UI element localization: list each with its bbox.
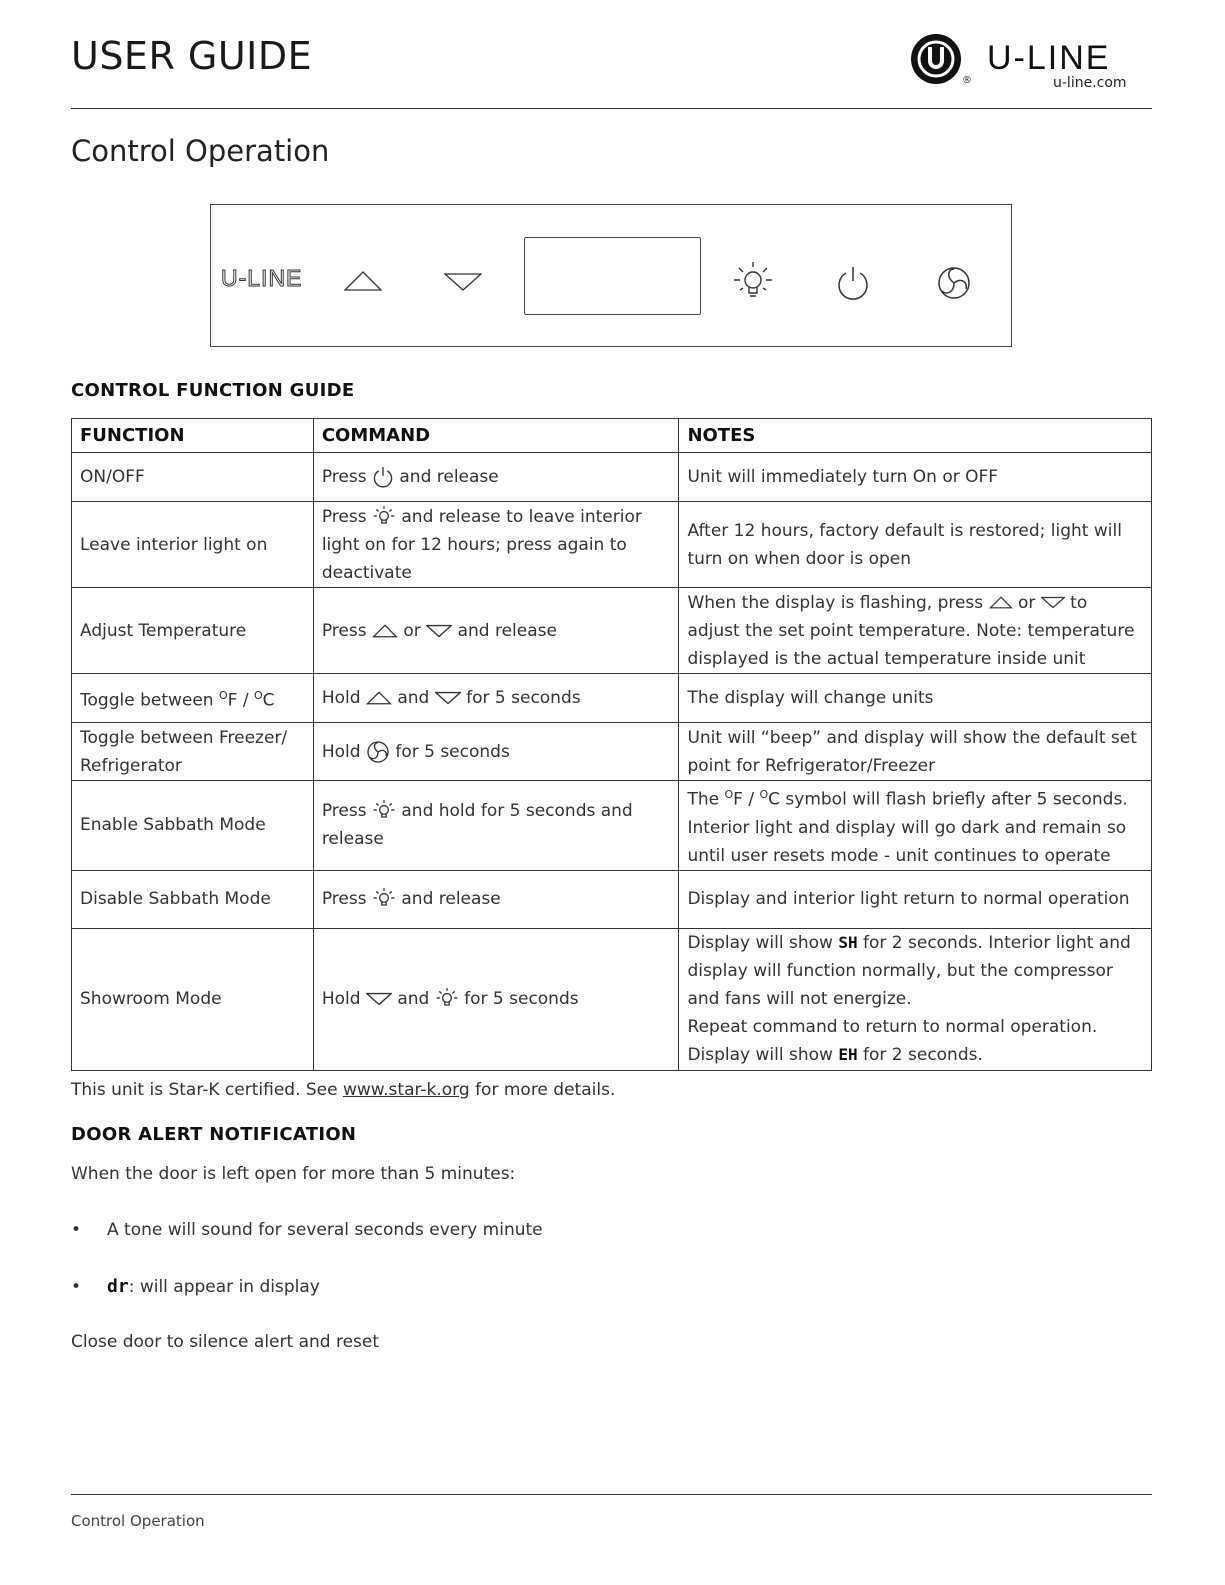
page-footer: Control Operation (71, 1512, 205, 1530)
bullet-dot: • (71, 1277, 82, 1297)
light-bulb-icon (435, 987, 459, 1011)
function-cell: Adjust Temperature (72, 588, 314, 674)
table-row (72, 870, 1152, 928)
list-item: • dr: will appear in display (71, 1276, 320, 1297)
notes-text: for 2 seconds. (863, 1045, 983, 1066)
command-cell (313, 502, 679, 588)
display-code-eh: EH (838, 1045, 858, 1065)
function-text: F / (227, 690, 254, 711)
door-alert-heading: DOOR ALERT NOTIFICATION (71, 1124, 357, 1145)
notes-text: When the display is flashing, press (687, 592, 984, 613)
notes-text: or (1017, 592, 1036, 613)
bullet-dot: • (71, 1220, 82, 1240)
up-arrow-icon (366, 691, 392, 705)
control-guide-heading: CONTROL FUNCTION GUIDE (71, 380, 355, 401)
table-row (72, 723, 1152, 781)
function-text: Toggle between (80, 690, 219, 711)
power-icon (835, 264, 871, 302)
command-cell (313, 870, 679, 928)
list-item (71, 1220, 543, 1240)
notes-text: for 2 seconds. Interior light and display will function normally, but the compressor and fans will not energize. (687, 933, 1131, 1010)
control-function-table (71, 418, 1152, 1071)
function-cell (72, 674, 314, 723)
table-row (72, 588, 1152, 674)
command-cell (313, 928, 679, 1070)
brand-logo (910, 33, 1142, 93)
command-text: Press (321, 620, 367, 641)
light-bulb-icon (372, 887, 396, 911)
command-text: and release (401, 889, 501, 910)
table-row (72, 928, 1152, 1070)
function-cell: Leave interior light on (72, 502, 314, 588)
command-text: Press (321, 801, 367, 822)
command-text: Press (321, 889, 367, 910)
notes-cell (679, 781, 1152, 871)
star-k-text: This unit is Star-K certified. See (71, 1080, 343, 1100)
notes-cell: The display will change units (679, 674, 1152, 723)
brand-url: u-line.com (1053, 75, 1127, 91)
command-text: and (397, 688, 430, 708)
panel-logo: U-LINE (221, 265, 303, 291)
command-text: and (397, 989, 430, 1010)
fan-swirl-icon (366, 740, 390, 764)
command-text: for 5 seconds (466, 688, 581, 708)
notes-cell: Unit will immediately turn On or OFF (679, 453, 1152, 502)
table-row (72, 674, 1152, 723)
up-arrow-icon (372, 624, 398, 638)
command-text: Press (321, 506, 367, 527)
command-cell (313, 453, 679, 502)
degree-mark: O (218, 688, 228, 702)
function-cell: ON/OFF (72, 453, 314, 502)
door-alert-outro: Close door to silence alert and reset (71, 1332, 380, 1352)
table-row (72, 453, 1152, 502)
power-icon (372, 465, 394, 489)
command-text: and hold for 5 seconds and release (321, 801, 633, 850)
column-header-command: COMMAND (313, 419, 679, 453)
panel-display (524, 237, 701, 315)
section-title: Control Operation (71, 134, 330, 168)
star-k-link[interactable]: www.star-k.org (343, 1080, 470, 1100)
down-arrow-icon (426, 624, 452, 638)
notes-text: to adjust the set point temperature. Note: temperature displayed is the actual temperature inside unit (687, 592, 1135, 669)
command-text: Hold (321, 741, 361, 762)
command-text: and release to leave interior light on for 12 hours; press again to deactivate (321, 506, 642, 583)
column-header-function: FUNCTION (72, 419, 314, 453)
uline-logo-icon (910, 33, 962, 85)
light-bulb-icon (731, 260, 775, 304)
fan-swirl-icon (936, 265, 972, 301)
table-row (72, 502, 1152, 588)
command-text: for 5 seconds (464, 989, 579, 1010)
star-k-note (71, 1080, 615, 1100)
notes-text: Repeat command to return to normal operation. Display will show (687, 1017, 1098, 1066)
notes-cell: After 12 hours, factory default is restored; light will turn on when door is open (679, 502, 1152, 588)
notes-cell (679, 588, 1152, 674)
function-cell: Toggle between Freezer/ Refrigerator (72, 723, 314, 781)
command-text: Hold (321, 688, 361, 708)
notes-text: C symbol will flash briefly after 5 seconds. Interior light and display will go dark and remain so until user resets mode - unit continues to operate (687, 789, 1128, 866)
notes-text: Display will show (687, 933, 833, 954)
down-arrow-icon (366, 992, 392, 1006)
display-code-sh: SH (838, 933, 858, 953)
notes-cell: Unit will “beep” and display will show the default set point for Refrigerator/Freezer (679, 723, 1152, 781)
command-text: Press (321, 467, 367, 487)
table-row (72, 781, 1152, 871)
down-arrow-icon (444, 272, 482, 292)
function-cell: Enable Sabbath Mode (72, 781, 314, 871)
command-cell (313, 588, 679, 674)
function-text: C (262, 690, 275, 711)
table-header-row (72, 419, 1152, 453)
door-alert-intro: When the door is left open for more than 5 minutes: (71, 1164, 516, 1184)
down-arrow-icon (1041, 596, 1065, 609)
page-header-title: USER GUIDE (71, 34, 313, 78)
command-text: and release (399, 467, 499, 487)
command-text: and release (457, 620, 557, 641)
command-cell (313, 723, 679, 781)
command-cell (313, 781, 679, 871)
command-text: Hold (321, 989, 361, 1010)
degree-mark: O (759, 788, 769, 801)
notes-cell (679, 928, 1152, 1070)
light-bulb-icon (372, 505, 396, 529)
down-arrow-icon (435, 691, 461, 705)
header-divider (71, 108, 1152, 109)
registered-mark: ® (962, 75, 972, 86)
function-cell: Showroom Mode (72, 928, 314, 1070)
up-arrow-icon (344, 270, 382, 292)
notes-cell: Display and interior light return to normal operation (679, 870, 1152, 928)
degree-mark: O (253, 688, 263, 702)
bullet-text: will appear in display (139, 1277, 320, 1297)
control-panel-diagram (210, 204, 1012, 347)
brand-name: U-LINE (987, 39, 1111, 77)
command-cell (313, 674, 679, 723)
notes-text: The (687, 789, 725, 810)
function-cell: Disable Sabbath Mode (72, 870, 314, 928)
up-arrow-icon (989, 596, 1013, 609)
footer-divider (71, 1494, 1152, 1495)
command-text: or (403, 620, 421, 641)
notes-text: F / (733, 789, 760, 810)
degree-mark: O (724, 788, 734, 801)
display-code-dr: dr (107, 1276, 129, 1297)
bullet-text: A tone will sound for several seconds every minute (107, 1220, 543, 1240)
command-text: for 5 seconds (395, 741, 510, 762)
column-header-notes: NOTES (679, 419, 1152, 453)
star-k-text: for more details. (469, 1080, 616, 1100)
light-bulb-icon (372, 799, 396, 823)
